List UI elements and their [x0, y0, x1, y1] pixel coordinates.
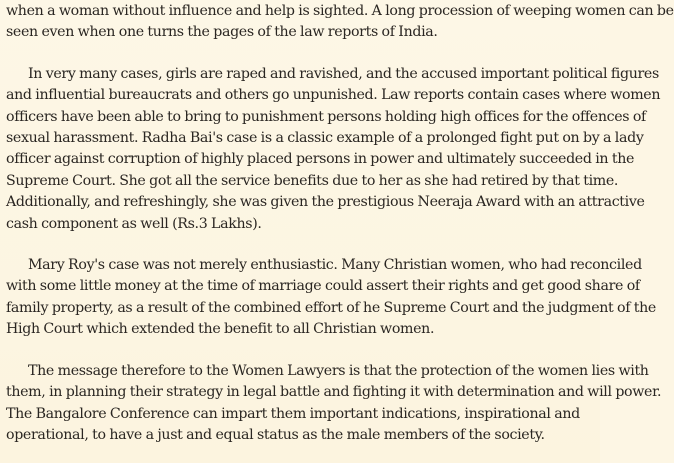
text-line: them, in planning their strategy in legal battle and fighting it with determination and will power.	[6, 384, 662, 401]
text-line: family property, as a result of the combined effort of he Supreme Court and the judgment of the	[6, 299, 656, 316]
text-line: The message therefore to the Women Lawyers is that the protection of the women lies with	[28, 362, 649, 379]
text-line: seen even when one turns the pages of the law reports of India.	[6, 24, 438, 41]
paragraph-continuation	[6, 1, 674, 44]
text-line: High Court which extended the benefit to all Christian women.	[6, 321, 435, 338]
paragraph-cases	[6, 64, 661, 235]
text-line: operational, to have a just and equal status as the male members of the society.	[6, 426, 545, 443]
text-line: The Bangalore Conference can impart them important indications, inspirational and	[6, 405, 580, 422]
text-line: sexual harassment. Radha Bai's case is a classic example of a prolonged fight put on by a lady	[6, 130, 644, 147]
paragraph-mary-roy	[6, 255, 656, 341]
text-line: officer against corruption of highly placed persons in power and ultimately succeeded in the	[6, 151, 635, 168]
text-line: Additionally, and refreshingly, she was given the prestigious Neeraja Award with an attractive	[6, 194, 645, 211]
text-line: Supreme Court. She got all the service benefits due to her as she had retired by that time.	[6, 172, 619, 189]
text-line: when a woman without influence and help is sighted. A long procession of weeping women can be	[6, 3, 674, 19]
text-line: and influential bureaucrats and others go unpunished. Law reports contain cases where women	[6, 87, 661, 104]
paragraph-message	[6, 361, 662, 447]
text-line: Mary Roy's case was not merely enthusiastic. Many Christian women, who had reconciled	[28, 257, 642, 274]
text-line: In very many cases, girls are raped and ravished, and the accused important political figures	[28, 65, 659, 82]
text-line: officers have been able to bring to punishment persons holding high offices for the offences of	[6, 108, 646, 125]
text-line: cash component as well (Rs.3 Lakhs).	[6, 215, 262, 232]
text-line: with some little money at the time of marriage could assert their rights and get good share of	[6, 278, 640, 295]
